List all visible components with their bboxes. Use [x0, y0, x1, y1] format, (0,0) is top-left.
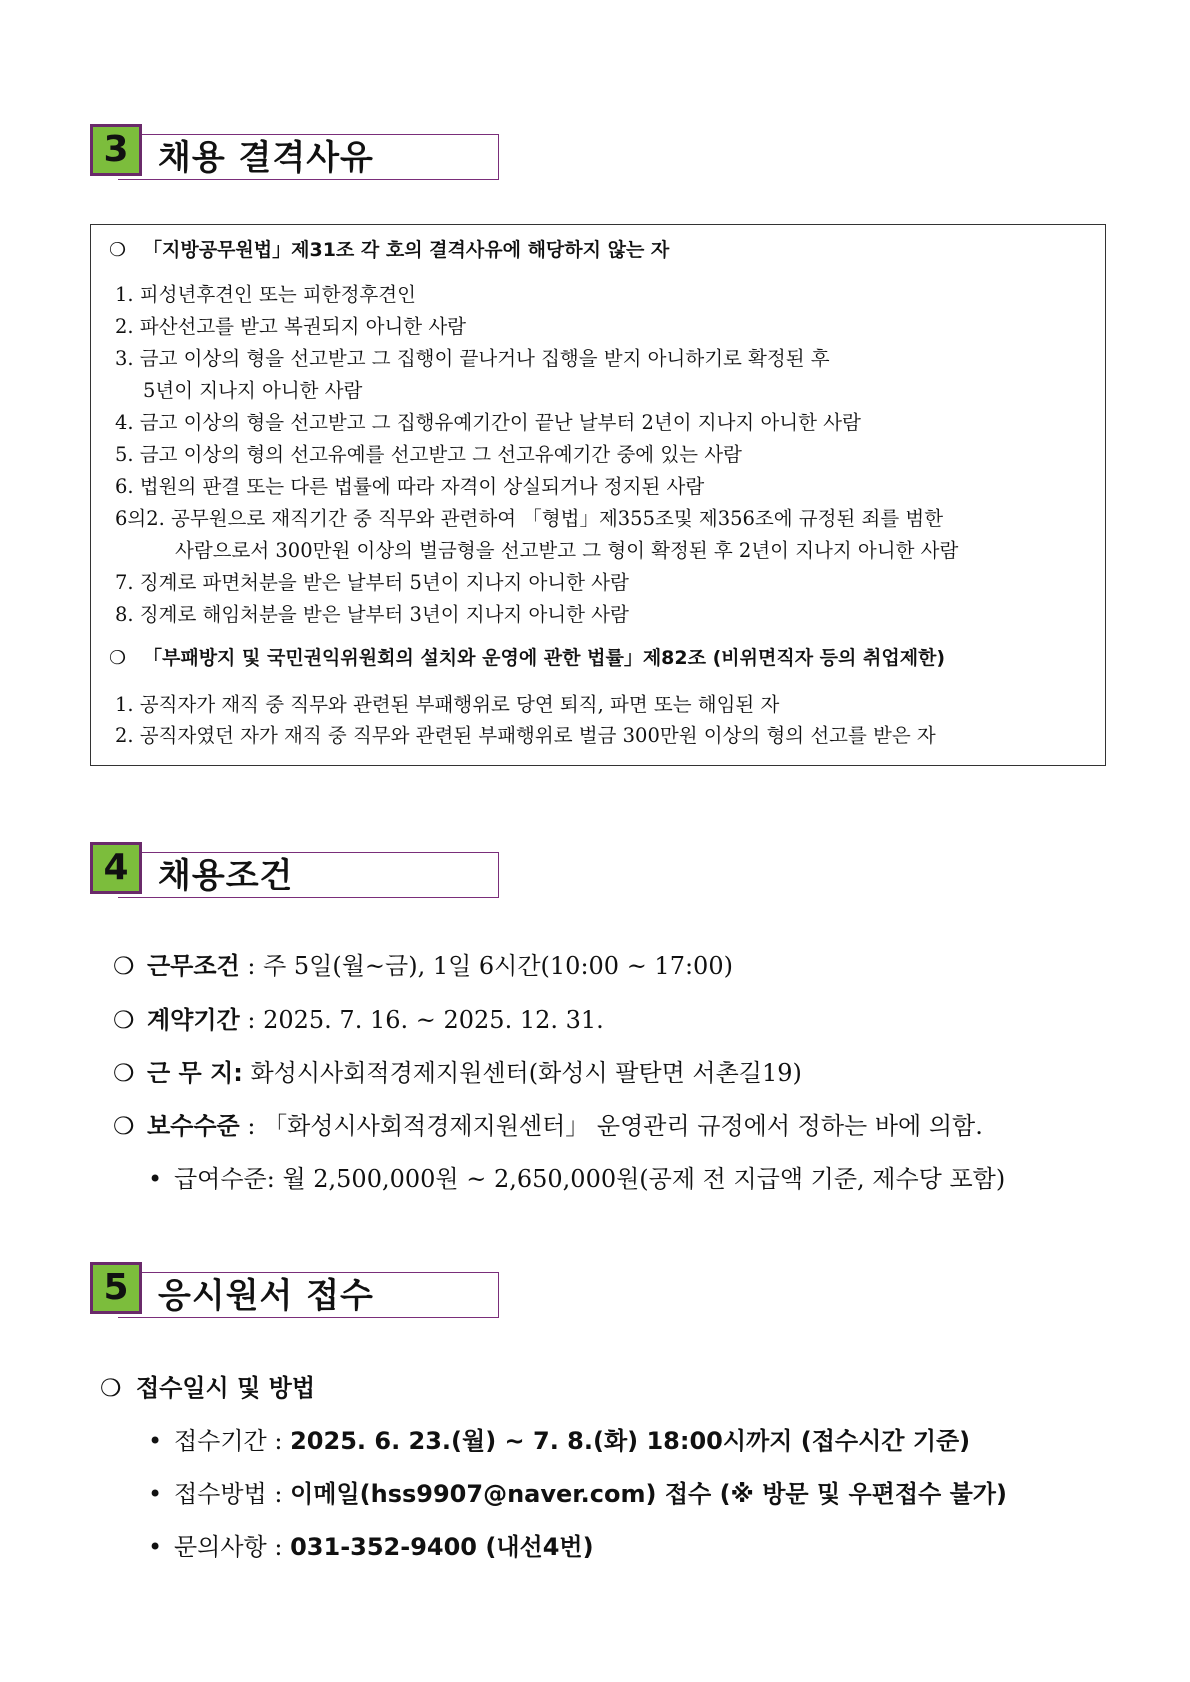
list-item-continuation: 사람으로서 300만원 이상의 벌금형을 선고받고 그 형이 확정된 후 2년이 지나지 아니한 사람 [175, 539, 959, 562]
item-label: 문의사항 : [174, 1533, 291, 1561]
bullet-icon: • [148, 1480, 163, 1508]
section-number: 5 [90, 1262, 142, 1314]
section-3-header [90, 124, 500, 180]
list-item: 7. 징계로 파면처분을 받은 날부터 5년이 지나지 아니한 사람 [115, 571, 629, 594]
condition-value: : 2025. 7. 16. ~ 2025. 12. 31. [239, 1006, 604, 1034]
bullet-icon: • [148, 1533, 163, 1561]
circle-bullet-icon: ❍ [113, 1059, 135, 1087]
condition-pay [113, 1106, 983, 1141]
list-item: 2. 파산선고를 받고 복권되지 아니한 사람 [115, 315, 466, 338]
application-period [148, 1421, 970, 1456]
application-subheader [100, 1368, 315, 1403]
item-value: 031-352-9400 (내선4번) [290, 1533, 594, 1561]
section-number: 4 [90, 842, 142, 894]
condition-work-hours [113, 946, 733, 981]
group2-header [109, 643, 945, 670]
condition-workplace [113, 1053, 802, 1088]
circle-bullet-icon: ❍ [113, 1006, 135, 1034]
circle-bullet-icon: ❍ [113, 1112, 135, 1140]
item-label: 접수방법 : [174, 1480, 291, 1508]
bullet-icon: • [148, 1165, 163, 1193]
group1-header [109, 235, 669, 262]
section-number: 3 [90, 124, 142, 176]
application-method [148, 1474, 1007, 1509]
section-title: 응시원서 접수 [158, 1276, 374, 1316]
list-item-continuation: 5년이 지나지 아니한 사람 [143, 379, 363, 402]
circle-bullet-icon: ❍ [100, 1374, 122, 1402]
item-value: 2025. 6. 23.(월) ~ 7. 8.(화) 18:00시까지 (접수시간 기준) [290, 1427, 971, 1455]
circle-bullet-icon: ❍ [109, 239, 127, 261]
condition-label: 보수수준 [147, 1112, 240, 1140]
list-item: 1. 공직자가 재직 중 직무와 관련된 부패행위로 당연 퇴직, 파면 또는 해임된 자 [115, 693, 780, 716]
list-item: 2. 공직자였던 자가 재직 중 직무와 관련된 부패행위로 벌금 300만원 이상의 형의 선고를 받은 자 [115, 724, 936, 747]
list-item: 5. 금고 이상의 형의 선고유예를 선고받고 그 선고유예기간 중에 있는 사람 [115, 443, 742, 466]
pay-level-note [148, 1159, 1005, 1194]
list-item: 8. 징계로 해임처분을 받은 날부터 3년이 지나지 아니한 사람 [115, 603, 629, 626]
group2-header-text: 「부패방지 및 국민권익위원회의 설치와 운영에 관한 법률」제82조 (비위면직자 등의 취업제한) [143, 647, 946, 669]
condition-value: 화성시사회적경제지원센터(화성시 팔탄면 서촌길19) [242, 1059, 802, 1087]
section-title: 채용 결격사유 [158, 138, 374, 178]
section-5-header [90, 1262, 500, 1318]
item-value: 이메일(hss9907@naver.com) 접수 (※ 방문 및 우편접수 불가) [290, 1480, 1007, 1508]
section-4-header [90, 842, 500, 898]
disqualification-box [90, 224, 1106, 766]
list-item: 4. 금고 이상의 형을 선고받고 그 집행유예기간이 끝난 날부터 2년이 지나지 아니한 사람 [115, 411, 861, 434]
condition-value: : 「화성시사회적경제지원센터」 운영관리 규정에서 정하는 바에 의함. [239, 1112, 983, 1140]
list-item: 3. 금고 이상의 형을 선고받고 그 집행이 끝나거나 집행을 받지 아니하기로 확정된 후 [115, 347, 830, 370]
list-item: 1. 피성년후견인 또는 피한정후견인 [115, 283, 416, 306]
list-item: 6. 법원의 판결 또는 다른 법률에 따라 자격이 상실되거나 정지된 사람 [115, 475, 705, 498]
pay-level-text: 급여수준: 월 2,500,000원 ~ 2,650,000원(공제 전 지급액 기준, 제수당 포함) [174, 1165, 1006, 1193]
condition-contract-period [113, 1000, 604, 1035]
bullet-icon: • [148, 1427, 163, 1455]
section-title: 채용조건 [158, 856, 294, 896]
circle-bullet-icon: ❍ [113, 952, 135, 980]
item-label: 접수기간 : [174, 1427, 291, 1455]
circle-bullet-icon: ❍ [109, 647, 127, 669]
application-subheader-text: 접수일시 및 방법 [136, 1374, 315, 1402]
condition-label: 근무조건 [147, 952, 240, 980]
group1-header-text: 「지방공무원법」제31조 각 호의 결격사유에 해당하지 않는 자 [143, 239, 670, 261]
condition-value: : 주 5일(월~금), 1일 6시간(10:00 ~ 17:00) [239, 952, 733, 980]
list-item: 6의2. 공무원으로 재직기간 중 직무와 관련하여 「형법」제355조및 제356조에 규정된 죄를 범한 [115, 507, 944, 530]
application-inquiry [148, 1527, 594, 1562]
condition-label: 근 무 지: [147, 1059, 243, 1087]
condition-label: 계약기간 [147, 1006, 240, 1034]
